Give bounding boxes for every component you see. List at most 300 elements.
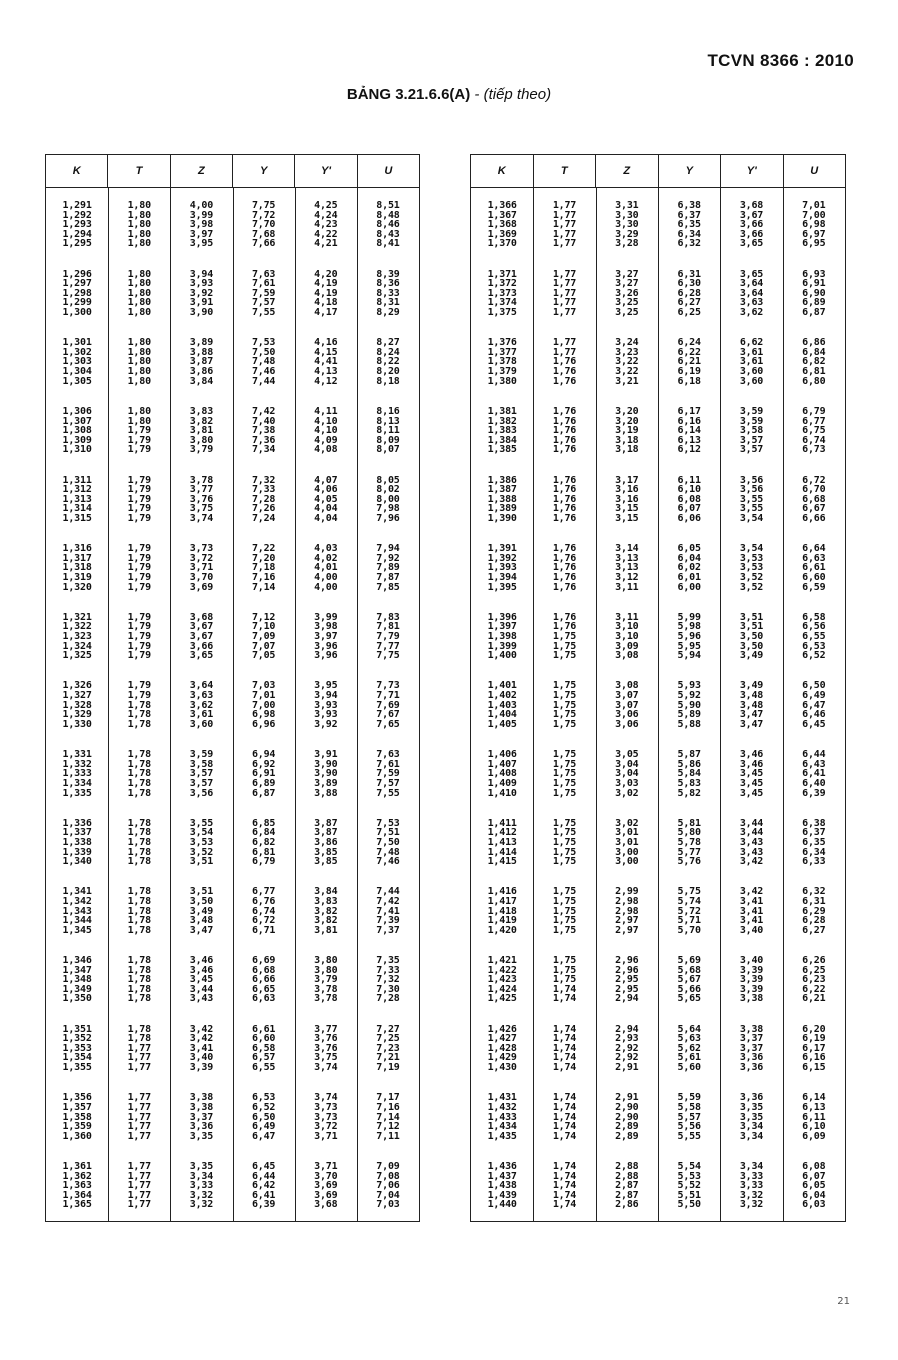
table-cell: 8,27 bbox=[376, 337, 400, 349]
table-cell: 7,00 bbox=[251, 699, 276, 711]
table-cell: 1,77 bbox=[552, 287, 577, 299]
table-cell: 5,90 bbox=[677, 699, 701, 711]
table-cell: 6,53 bbox=[251, 1092, 276, 1104]
table-cell: 1,78 bbox=[127, 1023, 151, 1035]
table-cell: 3,32 bbox=[739, 1199, 764, 1211]
table-cell: 7,20 bbox=[251, 552, 276, 564]
table-cell: 1,76 bbox=[552, 543, 577, 555]
table-cell: 1,361 bbox=[62, 1160, 92, 1172]
table-cell: 2,98 bbox=[615, 896, 639, 907]
table-cell: 1,79 bbox=[127, 434, 151, 446]
table-cell: 3,19 bbox=[615, 425, 639, 437]
table-cell: 5,69 bbox=[677, 955, 701, 967]
table-cell: 3,43 bbox=[739, 846, 764, 858]
table-cell: 3,69 bbox=[314, 1180, 338, 1192]
table-cell: 3,88 bbox=[189, 346, 214, 358]
table-cell: 1,353 bbox=[62, 1042, 92, 1054]
table-cell: 1,379 bbox=[487, 366, 517, 378]
table-cell: 4,18 bbox=[314, 297, 338, 309]
table-cell: 8,11 bbox=[376, 425, 400, 437]
table-cell: 6,81 bbox=[251, 846, 276, 858]
table-cell: 5,80 bbox=[677, 827, 701, 839]
table-cell: 3,72 bbox=[314, 1121, 338, 1133]
table-cell: 7,04 bbox=[376, 1189, 400, 1201]
table-cell: 6,21 bbox=[677, 356, 701, 368]
table-cell: 1,342 bbox=[62, 896, 92, 907]
table-cell: 7,40 bbox=[251, 415, 276, 427]
table-cell: 1,79 bbox=[127, 650, 151, 662]
table-cell: 1,75 bbox=[552, 699, 577, 711]
table-cell: 1,79 bbox=[127, 493, 151, 505]
table-cell: 3,44 bbox=[189, 983, 214, 995]
table-cell: 5,81 bbox=[677, 817, 701, 829]
table-cell: 3,23 bbox=[615, 346, 639, 358]
table-cell: 3,80 bbox=[314, 964, 338, 976]
table-cell: 1,77 bbox=[552, 268, 577, 280]
table-cell: 8,07 bbox=[376, 444, 400, 456]
table-cell: 3,49 bbox=[739, 680, 764, 692]
table-cell: 4,25 bbox=[314, 200, 338, 211]
table-cell: 3,57 bbox=[189, 768, 214, 780]
table-cell: 1,435 bbox=[487, 1130, 517, 1142]
table-cell: 6,92 bbox=[251, 758, 276, 770]
table-cell: 1,304 bbox=[62, 366, 92, 378]
table-cell: 6,59 bbox=[802, 581, 826, 593]
table-cell: 1,76 bbox=[552, 621, 577, 633]
table-cell: 1,77 bbox=[552, 297, 577, 309]
column-header-t: T bbox=[534, 155, 597, 187]
table-cell: 8,20 bbox=[376, 366, 400, 378]
table-cell: 3,72 bbox=[189, 552, 214, 564]
table-cell: 3,99 bbox=[189, 209, 214, 221]
table-cell: 1,340 bbox=[62, 856, 92, 868]
table-cell: 3,58 bbox=[739, 425, 764, 437]
table-cell: 5,70 bbox=[677, 924, 701, 936]
table-cell: 1,407 bbox=[487, 758, 517, 770]
table-cell: 3,32 bbox=[189, 1189, 214, 1201]
table-cell: 3,18 bbox=[615, 444, 639, 456]
table-cell: 1,308 bbox=[62, 425, 92, 437]
table-cell: 8,09 bbox=[376, 434, 400, 446]
table-cell: 1,78 bbox=[127, 974, 151, 986]
table-cell: 6,69 bbox=[251, 955, 276, 967]
table-cell: 6,17 bbox=[677, 405, 701, 417]
table-cell: 1,74 bbox=[552, 1189, 577, 1201]
table-cell: 6,27 bbox=[677, 297, 701, 309]
table-cell: 1,378 bbox=[487, 356, 517, 368]
table-cell: 7,53 bbox=[376, 817, 400, 829]
table-cell: 1,74 bbox=[552, 1062, 577, 1074]
table-cell: 3,56 bbox=[739, 474, 764, 486]
table-cell: 6,93 bbox=[802, 268, 826, 280]
table-cell: 1,75 bbox=[552, 955, 577, 967]
table-cell: 7,25 bbox=[376, 1033, 400, 1045]
table-cell: 1,74 bbox=[552, 1121, 577, 1133]
table-cell: 7,53 bbox=[251, 337, 276, 349]
table-cell: 1,77 bbox=[127, 1180, 151, 1192]
table-cell: 7,24 bbox=[251, 512, 276, 524]
table-cell: 1,76 bbox=[552, 493, 577, 505]
table-cell: 3,03 bbox=[615, 777, 639, 789]
table-cell: 7,41 bbox=[376, 905, 400, 917]
table-cell: 1,75 bbox=[552, 836, 577, 848]
table-cell: 3,80 bbox=[189, 434, 214, 446]
table-cell: 6,56 bbox=[802, 621, 826, 633]
table-cell: 1,408 bbox=[487, 768, 517, 780]
table-cell: 7,69 bbox=[376, 699, 400, 711]
table-cell: 1,77 bbox=[552, 238, 577, 250]
table-cell: 1,380 bbox=[487, 375, 517, 387]
table-cell: 7,70 bbox=[251, 219, 276, 231]
table-cell: 6,73 bbox=[802, 444, 826, 456]
table-cell: 3,92 bbox=[189, 287, 214, 299]
table-cell: 1,327 bbox=[62, 690, 92, 702]
table-cell: 3,21 bbox=[615, 375, 639, 387]
table-cell: 1,77 bbox=[127, 1199, 151, 1211]
table-cell: 3,43 bbox=[189, 993, 214, 1005]
table-cell: 3,06 bbox=[615, 709, 639, 721]
table-cell: 6,84 bbox=[251, 827, 276, 839]
table-cell: 6,43 bbox=[802, 758, 826, 770]
table-cell: 3,50 bbox=[739, 640, 764, 652]
table-cell: 2,87 bbox=[615, 1180, 639, 1192]
table-cell: 3,60 bbox=[189, 718, 214, 730]
table-cell: 3,89 bbox=[314, 777, 338, 789]
table-cell: 3,94 bbox=[314, 690, 338, 702]
table-cell: 7,21 bbox=[376, 1052, 400, 1064]
table-cell: 6,61 bbox=[802, 562, 826, 574]
table-cell: 3,25 bbox=[615, 297, 639, 309]
table-cell: 3,30 bbox=[615, 209, 639, 221]
table-cell: 1,79 bbox=[127, 484, 151, 496]
table-cell: 7,67 bbox=[376, 709, 400, 721]
table-cell: 5,64 bbox=[677, 1023, 701, 1035]
table-cell: 3,51 bbox=[189, 856, 214, 868]
table-cell: 1,429 bbox=[487, 1052, 517, 1064]
table-cell: 3,47 bbox=[189, 924, 214, 936]
table-cell: 1,74 bbox=[552, 1180, 577, 1192]
table-cell: 6,34 bbox=[802, 846, 826, 858]
table-cell: 1,291 bbox=[62, 200, 92, 211]
table-cell: 7,12 bbox=[251, 611, 276, 623]
table-cell: 1,76 bbox=[552, 444, 577, 456]
table-cell: 1,74 bbox=[552, 1170, 577, 1182]
table-cell: 3,63 bbox=[739, 297, 764, 309]
table-cell: 1,80 bbox=[127, 346, 151, 358]
table-cell: 3,55 bbox=[739, 503, 764, 515]
table-cell: 3,43 bbox=[739, 836, 764, 848]
table-cell: 3,01 bbox=[615, 827, 639, 839]
table-cell: 7,51 bbox=[376, 827, 400, 839]
table-cell: 6,13 bbox=[802, 1101, 826, 1113]
table-cell: 7,42 bbox=[376, 896, 400, 907]
table-cell: 4,19 bbox=[314, 287, 338, 299]
table-cell: 3,05 bbox=[615, 749, 639, 761]
table-cell: 7,19 bbox=[376, 1062, 400, 1074]
table-cell: 1,403 bbox=[487, 699, 517, 711]
column-divider bbox=[533, 188, 534, 1222]
table-cell: 1,391 bbox=[487, 543, 517, 555]
table-cell: 4,04 bbox=[314, 512, 338, 524]
table-cell: 3,63 bbox=[189, 690, 214, 702]
table-cell: 7,16 bbox=[251, 571, 276, 583]
table-cell: 3,33 bbox=[189, 1180, 214, 1192]
table-cell: 2,95 bbox=[615, 983, 639, 995]
table-cell: 3,16 bbox=[615, 493, 639, 505]
table-cell: 3,97 bbox=[314, 631, 338, 643]
table-cell: 1,423 bbox=[487, 974, 517, 986]
table-cell: 7,44 bbox=[251, 375, 276, 387]
table-cell: 8,39 bbox=[376, 268, 400, 280]
table-cell: 1,79 bbox=[127, 552, 151, 564]
table-cell: 6,67 bbox=[802, 503, 826, 515]
table-cell: 3,84 bbox=[189, 375, 214, 387]
table-cell: 1,316 bbox=[62, 543, 92, 555]
table-cell: 7,46 bbox=[376, 856, 400, 868]
table-cell: 1,357 bbox=[62, 1101, 92, 1113]
table-cell: 1,80 bbox=[127, 228, 151, 240]
table-cell: 4,10 bbox=[314, 415, 338, 427]
table-cell: 6,28 bbox=[802, 915, 826, 927]
column-divider bbox=[783, 188, 784, 1222]
table-cell: 7,09 bbox=[251, 631, 276, 643]
table-cell: 5,59 bbox=[677, 1092, 701, 1104]
column-divider bbox=[233, 188, 234, 1222]
table-cell: 1,296 bbox=[62, 268, 92, 280]
table-cell: 1,374 bbox=[487, 297, 517, 309]
table-cell: 3,02 bbox=[615, 787, 639, 799]
table-cell: 8,33 bbox=[376, 287, 400, 299]
table-cell: 7,36 bbox=[251, 434, 276, 446]
table-cell: 1,298 bbox=[62, 287, 92, 299]
table-cell: 4,15 bbox=[314, 346, 338, 358]
table-cell: 1,75 bbox=[552, 817, 577, 829]
table-cell: 1,401 bbox=[487, 680, 517, 692]
table-cell: 1,344 bbox=[62, 915, 92, 927]
table-cell: 6,05 bbox=[677, 543, 701, 555]
table-cell: 2,92 bbox=[615, 1052, 639, 1064]
table-cell: 4,03 bbox=[314, 543, 338, 555]
table-cell: 1,426 bbox=[487, 1023, 517, 1035]
table-cell: 3,98 bbox=[314, 621, 338, 633]
table-cell: 1,312 bbox=[62, 484, 92, 496]
table-cell: 3,50 bbox=[739, 631, 764, 643]
table-cell: 1,299 bbox=[62, 297, 92, 309]
column-header-y-prime: Y' bbox=[295, 155, 357, 187]
table-cell: 1,419 bbox=[487, 915, 517, 927]
column-header-z: Z bbox=[596, 155, 659, 187]
table-cell: 3,68 bbox=[739, 200, 764, 211]
table-cell: 3,62 bbox=[739, 307, 764, 319]
table-cell: 7,68 bbox=[251, 228, 276, 240]
table-cell: 2,88 bbox=[615, 1160, 639, 1172]
table-cell: 3,74 bbox=[189, 512, 214, 524]
table-cell: 2,90 bbox=[615, 1101, 639, 1113]
table-cell: 8,41 bbox=[376, 238, 400, 250]
table-cell: 7,81 bbox=[376, 621, 400, 633]
table-cell: 3,68 bbox=[189, 611, 214, 623]
table-cell: 3,96 bbox=[314, 640, 338, 652]
table-cell: 7,57 bbox=[251, 297, 276, 309]
table-cell: 3,13 bbox=[615, 552, 639, 564]
table-cell: 5,86 bbox=[677, 758, 701, 770]
table-cell: 6,08 bbox=[802, 1160, 826, 1172]
table-cell: 1,75 bbox=[552, 924, 577, 936]
table-cell: 3,92 bbox=[314, 718, 338, 730]
table-cell: 4,01 bbox=[314, 562, 338, 574]
table-title-main: BẢNG 3.21.6.6(A) bbox=[346, 86, 471, 103]
table-cell: 7,10 bbox=[251, 621, 276, 633]
table-cell: 7,61 bbox=[376, 758, 400, 770]
page-mark: 21 bbox=[837, 1296, 850, 1307]
table-cell: 1,377 bbox=[487, 346, 517, 358]
table-cell: 3,36 bbox=[739, 1092, 764, 1104]
table-cell: 3,36 bbox=[739, 1062, 764, 1074]
table-cell: 2,97 bbox=[615, 924, 639, 936]
table-cell: 1,76 bbox=[552, 434, 577, 446]
table-cell: 6,27 bbox=[802, 924, 826, 936]
table-cell: 1,358 bbox=[62, 1111, 92, 1123]
table-cell: 3,58 bbox=[189, 758, 214, 770]
table-cell: 1,399 bbox=[487, 640, 517, 652]
table-cell: 3,26 bbox=[615, 287, 639, 299]
table-cell: 7,50 bbox=[251, 346, 276, 358]
table-cell: 1,76 bbox=[552, 375, 577, 387]
table-cell: 3,60 bbox=[739, 366, 764, 378]
table-cell: 3,76 bbox=[314, 1033, 338, 1045]
table-cell: 1,336 bbox=[62, 817, 92, 829]
table-cell: 3,60 bbox=[739, 375, 764, 387]
table-cell: 6,66 bbox=[802, 512, 826, 524]
table-cell: 1,80 bbox=[127, 287, 151, 299]
table-cell: 1,328 bbox=[62, 699, 92, 711]
table-cell: 7,14 bbox=[251, 581, 276, 593]
table-cell: 6,55 bbox=[251, 1062, 276, 1074]
table-cell: 3,90 bbox=[314, 758, 338, 770]
table-cell: 1,75 bbox=[552, 787, 577, 799]
table-cell: 1,75 bbox=[552, 640, 577, 652]
table-cell: 6,81 bbox=[802, 366, 826, 378]
left-table-header bbox=[46, 155, 419, 188]
table-cell: 6,25 bbox=[677, 307, 701, 319]
table-cell: 3,65 bbox=[739, 268, 764, 280]
table-cell: 1,362 bbox=[62, 1170, 92, 1182]
table-cell: 7,73 bbox=[376, 680, 400, 692]
table-cell: 3,87 bbox=[189, 356, 214, 368]
table-cell: 3,57 bbox=[189, 777, 214, 789]
table-cell: 1,396 bbox=[487, 611, 517, 623]
table-cell: 3,98 bbox=[189, 219, 214, 231]
table-cell: 5,50 bbox=[677, 1199, 701, 1211]
table-cell: 1,297 bbox=[62, 278, 92, 290]
table-cell: 1,77 bbox=[552, 228, 577, 240]
table-cell: 1,341 bbox=[62, 886, 92, 898]
table-cell: 1,74 bbox=[552, 1023, 577, 1035]
table-cell: 3,34 bbox=[189, 1170, 214, 1182]
table-cell: 6,07 bbox=[677, 503, 701, 515]
table-cell: 3,38 bbox=[189, 1092, 214, 1104]
table-cell: 1,80 bbox=[127, 366, 151, 378]
table-cell: 6,61 bbox=[251, 1023, 276, 1035]
table-cell: 4,02 bbox=[314, 552, 338, 564]
table-cell: 7,79 bbox=[376, 631, 400, 643]
table-cell: 7,42 bbox=[251, 405, 276, 417]
table-cell: 1,324 bbox=[62, 640, 92, 652]
table-cell: 3,22 bbox=[615, 366, 639, 378]
table-cell: 3,87 bbox=[314, 817, 338, 829]
table-cell: 1,394 bbox=[487, 571, 517, 583]
table-cell: 7,63 bbox=[376, 749, 400, 761]
table-cell: 6,26 bbox=[802, 955, 826, 967]
table-cell: 1,329 bbox=[62, 709, 92, 721]
table-cell: 1,80 bbox=[127, 307, 151, 319]
table-cell: 1,75 bbox=[552, 827, 577, 839]
table-cell: 6,65 bbox=[251, 983, 276, 995]
table-cell: 6,79 bbox=[802, 405, 826, 417]
table-cell: 2,87 bbox=[615, 1189, 639, 1201]
table-cell: 1,74 bbox=[552, 1199, 577, 1211]
table-cell: 7,00 bbox=[802, 209, 826, 221]
table-cell: 1,333 bbox=[62, 768, 92, 780]
table-cell: 1,76 bbox=[552, 356, 577, 368]
table-cell: 6,14 bbox=[677, 425, 701, 437]
table-cell: 1,411 bbox=[487, 817, 517, 829]
table-cell: 3,55 bbox=[189, 817, 214, 829]
table-cell: 3,65 bbox=[189, 650, 214, 662]
table-cell: 1,79 bbox=[127, 425, 151, 437]
table-cell: 7,57 bbox=[376, 777, 400, 789]
table-cell: 3,39 bbox=[739, 964, 764, 976]
table-cell: 1,428 bbox=[487, 1042, 517, 1054]
table-cell: 3,70 bbox=[314, 1170, 338, 1182]
table-cell: 4,22 bbox=[314, 228, 338, 240]
table-cell: 2,91 bbox=[615, 1062, 639, 1074]
table-cell: 6,03 bbox=[802, 1199, 826, 1211]
table-cell: 1,76 bbox=[552, 405, 577, 417]
table-cell: 1,76 bbox=[552, 562, 577, 574]
table-cell: 1,75 bbox=[552, 718, 577, 730]
table-cell: 7,23 bbox=[376, 1042, 400, 1054]
table-cell: 6,00 bbox=[677, 581, 701, 593]
table-cell: 5,92 bbox=[677, 690, 701, 702]
table-cell: 2,94 bbox=[615, 993, 639, 1005]
table-cell: 3,55 bbox=[739, 493, 764, 505]
table-cell: 1,348 bbox=[62, 974, 92, 986]
table-cell: 6,19 bbox=[802, 1033, 826, 1045]
table-cell: 5,56 bbox=[677, 1121, 701, 1133]
table-cell: 6,71 bbox=[251, 924, 276, 936]
table-cell: 8,22 bbox=[376, 356, 400, 368]
table-cell: 8,29 bbox=[376, 307, 400, 319]
table-cell: 6,14 bbox=[802, 1092, 826, 1104]
table-cell: 1,431 bbox=[487, 1092, 517, 1104]
table-cell: 3,51 bbox=[739, 621, 764, 633]
table-cell: 1,352 bbox=[62, 1033, 92, 1045]
table-cell: 3,30 bbox=[615, 219, 639, 231]
table-cell: 1,384 bbox=[487, 434, 517, 446]
table-cell: 5,51 bbox=[677, 1189, 701, 1201]
table-cell: 3,77 bbox=[314, 1023, 338, 1035]
table-cell: 1,315 bbox=[62, 512, 92, 524]
table-cell: 8,24 bbox=[376, 346, 400, 358]
table-cell: 6,30 bbox=[677, 278, 701, 290]
table-cell: 4,06 bbox=[314, 484, 338, 496]
table-cell: 3,37 bbox=[189, 1111, 214, 1123]
table-cell: 3,48 bbox=[739, 699, 764, 711]
table-cell: 8,31 bbox=[376, 297, 400, 309]
table-cell: 5,55 bbox=[677, 1130, 701, 1142]
table-cell: 1,75 bbox=[552, 974, 577, 986]
